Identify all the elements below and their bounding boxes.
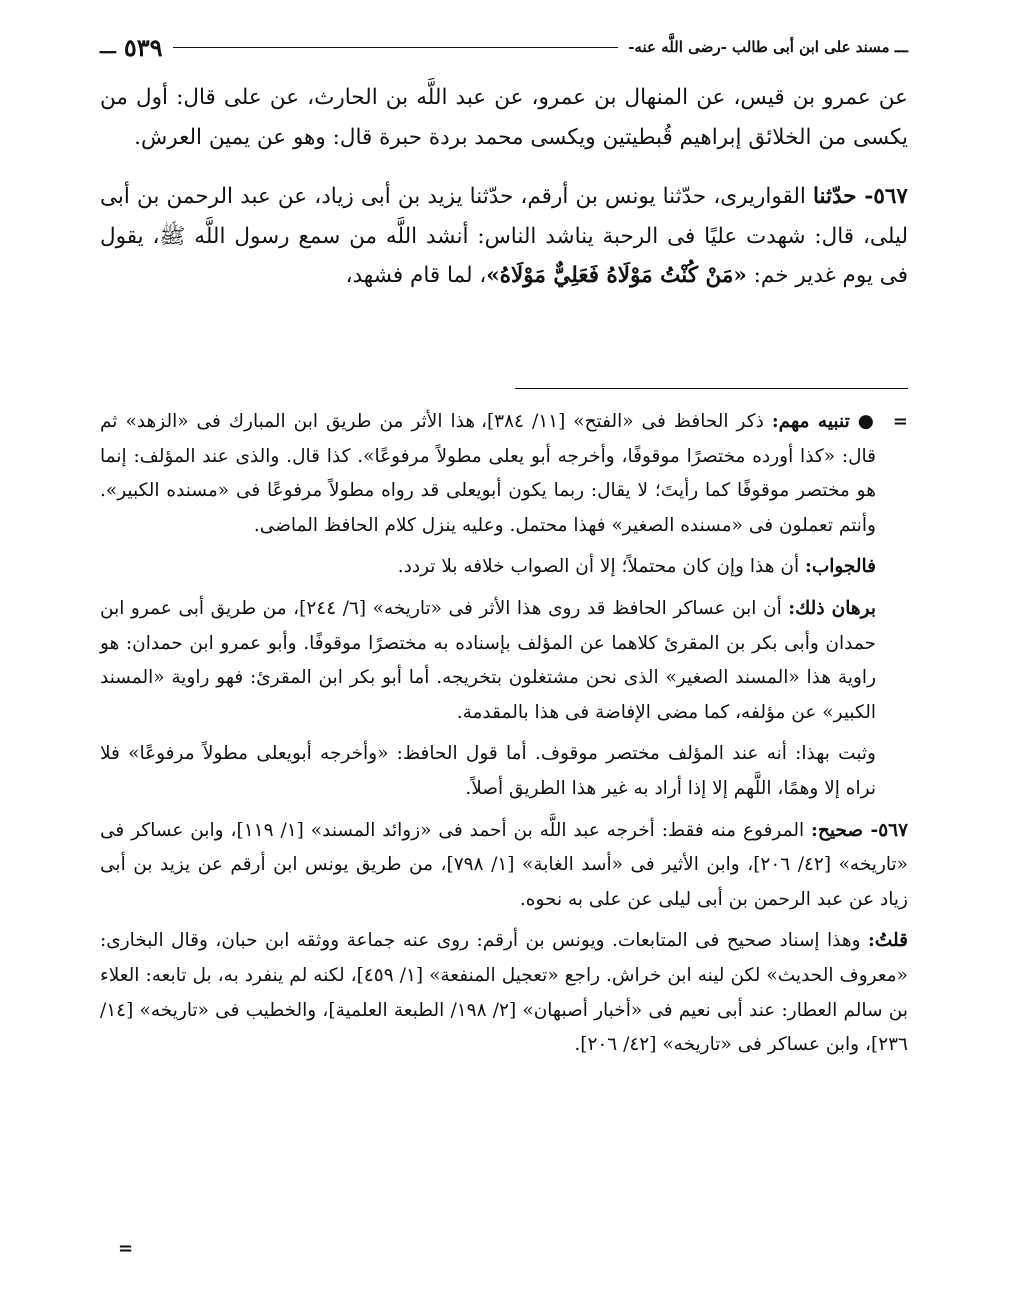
comment-label: قلتُ: [868, 930, 908, 952]
page-header [100, 30, 908, 64]
footnotes [100, 405, 908, 1063]
hadith-text-start: القواريرى، حدّثنا يونس بن أرقم، حدّثنا يزيد بن أبى زياد، عن عبد الرحمن بن أبى ليلى، قال: شهدت عليًا فى الرحبة يناشد الناس: أنشد اللَّه من سمع رسول اللَّه ﷺ، يقول فى يوم غدير خم: [100, 184, 908, 288]
main-text [100, 78, 908, 296]
takhrij-label: ٥٦٧- صحيح: [811, 819, 909, 841]
hadith-quote: «مَنْ كُنْتُ مَوْلَاهُ فَعَلِيٌّ مَوْلَاهُ» [486, 263, 747, 288]
footnote-conclusion: وثبت بهذا: أنه عند المؤلف مختصر موقوف. أما قول الحافظ: «وأخرجه أبويعلى مطولاً مرفوعًا» فلا نراه إلا وهمًا، اللَّهم إلا إذا أراد به غير هذا الطريق أصلاً. [100, 743, 876, 799]
takhrij-text: المرفوع منه فقط: أخرجه عبد اللَّه بن أحمد فى «زوائد المسند» [١/ ١١٩]، وابن عساكر فى «تاريخه» [٤٢/ ٢٠٦]، وابن الأثير فى «أسد الغابة» [١/ ٧٩٨]، من طريق يونس ابن أرقم عن يزيد بن أبى زياد عن عبد الرحمن بن أبى ليلى عن على به نحوه. [100, 819, 908, 910]
bullet-icon: ● [857, 411, 877, 432]
hadith-text-end: ، لما قام فشهد، [345, 263, 487, 288]
hadith-number: ٥٦٧- حدّثنا [813, 184, 908, 209]
note-text: ذكر الحافظ فى «الفتح» [١١/ ٣٨٤]، هذا الأثر من طريق ابن المبارك فى «الزهد» ثم قال: «كذا أورده مختصرًا موقوفًا، وأخرجه أبو يعلى مطولاً مرفوعًا». كذا قال. والذى عند المؤلف: إنما هو مختصر موقوفًا كما رأيتَ؛ لا يقال: ربما يكون أبويعلى قد رواه مطولاً مرفوعًا فى «مسنده الكبير». وأنتم تعملون فى «مسنده الصغير» فهذا محتمل. وعليه ينزل كلام الحافظ الماضى. [100, 411, 876, 536]
continuation-mark: = [892, 411, 908, 432]
proof-text: أن ابن عساكر الحافظ قد روى هذا الأثر فى «تاريخه» [٦/ ٢٤٤]، من طريق أبى عمرو ابن حمدان وأبى بكر بن المقرئ كلاهما عن المؤلف بإسناده به مختصرًا موقوفًا. وأبو عمرو ابن حمدان: هو راوية هذا «المسند الصغير» الذى نحن مشتغلون بتخريجه. أما أبو بكر ابن المقرئ: فهو راوية «المسند الكبير» عن مؤلفه، كما مضى الإفاضة فى هذا بالمقدمة. [100, 597, 876, 723]
running-title: ـــ مسند على ابن أبى طالب -رضى اللَّه عنه- [628, 38, 908, 56]
proof-label: برهان ذلك: [788, 597, 876, 619]
footnote-important-note [100, 405, 908, 543]
footnote-proof [100, 592, 876, 730]
header-rule [173, 47, 619, 48]
footnote-answer [100, 550, 876, 585]
main-paragraph-1: عن عمرو بن قيس، عن المنهال بن عمرو، عن عبد اللَّه بن الحارث، عن على قال: أول من يكسى من الخلائق إبراهيم قُبطيتين ويكسى محمد بردة حبرة قال: وهو عن يمين العرش. [100, 85, 908, 150]
continued-mark: = [118, 1238, 134, 1259]
page-number-dash: ـــ [100, 36, 116, 58]
answer-label: فالجواب: [804, 556, 876, 578]
answer-text: أن هذا وإن كان محتملاً؛ إلا أن الصواب خلافه بلا تردد. [397, 556, 800, 578]
footnote-editor-comment [100, 924, 908, 1062]
note-label: تنبيه مهم: [771, 411, 850, 432]
footnote-separator [515, 388, 908, 389]
page-number: ٥٣٩ [123, 32, 163, 62]
comment-text: وهذا إسناد صحيح فى المتابعات. ويونس بن أرقم: روى عنه جماعة ووثقه ابن حبان، وقال البخارى: «معروف الحديث» لكن لينه ابن خراش. راجع «تعجيل المنفعة» [١/ ٤٥٩]، لكنه لم ينفرد به، بل تابعه: العلاء بن سالم العطار: عند أبى نعيم فى «أخبار أصبهان» [٢/ ١٩٨/ الطبعة العلمية]، والخطيب فى «تاريخه» [١٤/ ٢٣٦]، وابن عساكر فى «تاريخه» [٤٢/ ٢٠٦]. [100, 930, 909, 1056]
main-paragraph-2 [100, 177, 908, 296]
footnote-567-takhrij [100, 814, 908, 918]
